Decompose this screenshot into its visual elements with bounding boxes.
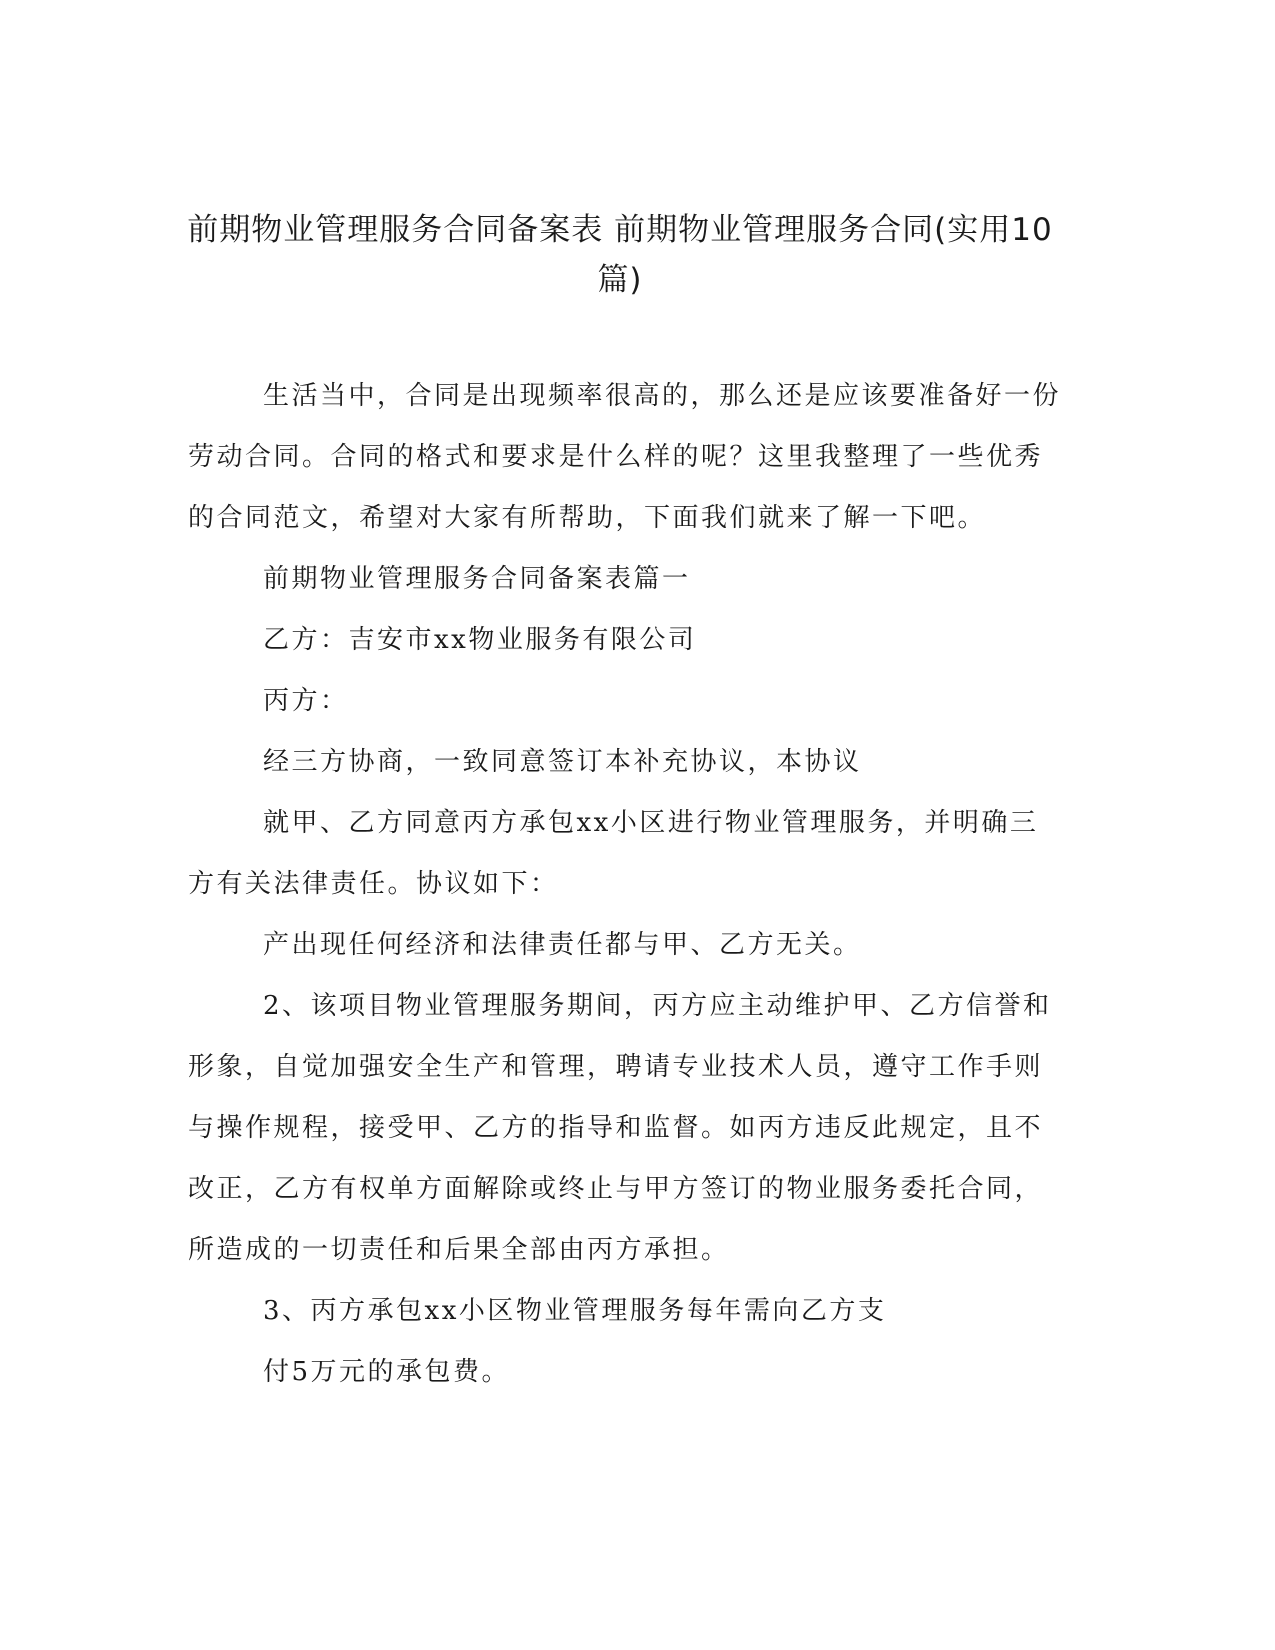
party-b-line: 乙方：吉安市xx物业服务有限公司 <box>263 625 697 655</box>
agreement-scope-paragraph: 就甲、乙方同意丙方承包xx小区进行物业管理服务，并明确三方有关法律责任。协议如下： <box>188 808 1039 899</box>
clause-3-fee-line: 付5万元的承包费。 <box>263 1357 511 1387</box>
party-c-line: 丙方： <box>263 686 349 716</box>
section-heading: 前期物业管理服务合同备案表篇一 <box>263 564 691 594</box>
clause-2-paragraph: 2、该项目物业管理服务期间，丙方应主动维护甲、乙方信誉和形象，自觉加强安全生产和管理，聘请专业技术人员，遵守工作手则与操作规程，接受甲、乙方的指导和监督。如丙方违反此规定，且不改正，乙方有权单方面解除或终止与甲方签订的物业服务委托合同，所造成的一切责任和后果全部由丙方承担。 <box>188 991 1052 1265</box>
intro-paragraph: 生活当中，合同是出现频率很高的，那么还是应该要准备好一份劳动合同。合同的格式和要求是什么样的呢？这里我整理了一些优秀的合同范文，希望对大家有所帮助，下面我们就来了解一下吧。 <box>188 381 1062 533</box>
liability-line: 产出现任何经济和法律责任都与甲、乙方无关。 <box>263 930 862 960</box>
document-body <box>188 366 1064 1403</box>
document-title: 前期物业管理服务合同备案表 前期物业管理服务合同(实用10篇) <box>187 212 1053 298</box>
agreement-line: 经三方协商，一致同意签订本补充协议，本协议 <box>263 747 862 777</box>
clause-3-line: 3、丙方承包xx小区物业管理服务每年需向乙方支 <box>263 1296 887 1326</box>
